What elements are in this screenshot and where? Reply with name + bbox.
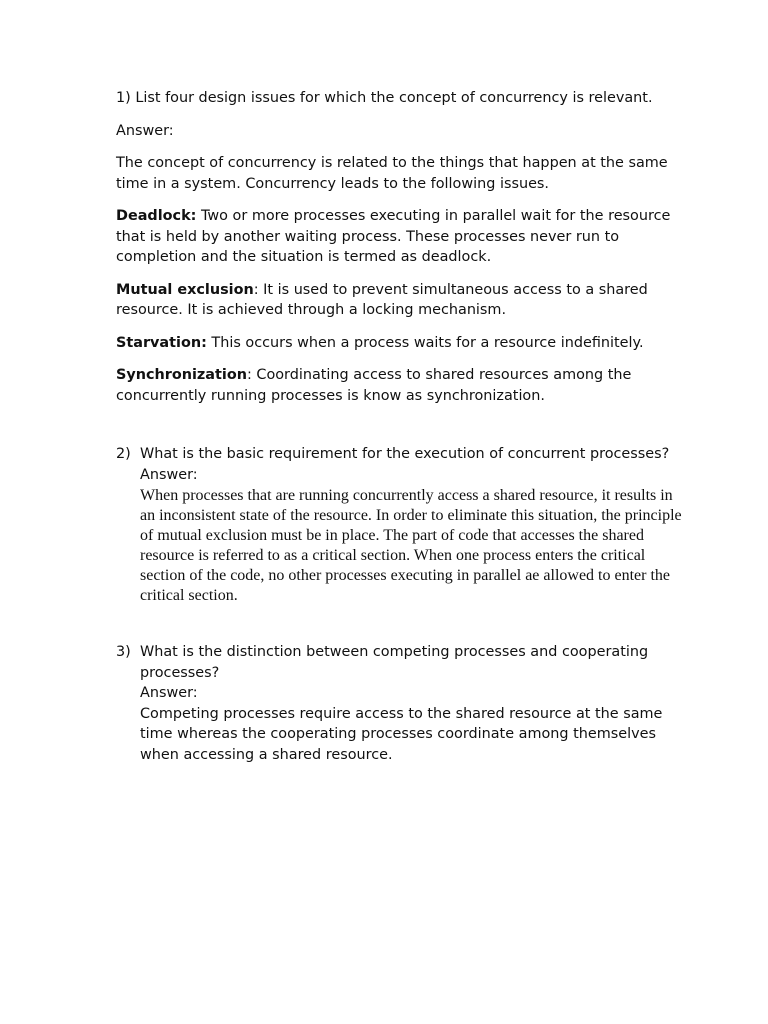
issue-term: Mutual exclusion: [116, 281, 254, 298]
issue-term: Synchronization: [116, 367, 247, 383]
question-1-intro: The concept of concurrency is related to the things that happen at the same time in a system. Concurrency leads to the following issues.: [116, 155, 668, 192]
issue-starvation: [116, 333, 686, 354]
question-3: [116, 642, 686, 765]
question-3-text: What is the distinction between competing processes and cooperating processes?: [140, 644, 649, 681]
issue-description: Two or more processes executing in parallel wait for the resource that is held by another waiting process. These processes never run to completion and the situation is termed as deadlock.: [116, 208, 671, 265]
question-1-title: 1) List four design issues for which the concept of concurrency is relevant.: [116, 90, 653, 106]
question-2-text: What is the basic requirement for the execution of concurrent processes?: [140, 446, 670, 462]
issue-description: This occurs when a process waits for a resource indefinitely.: [206, 334, 644, 351]
issue-synchronization: [116, 365, 686, 406]
issue-term: Starvation:: [116, 334, 207, 351]
issue-term: Deadlock:: [116, 208, 197, 224]
issue-deadlock: [116, 206, 686, 268]
question-3-answer: Competing processes require access to the shared resource at the same time whereas the cooperating processes coordinate among themselves when accessing a shared resource.: [140, 705, 663, 763]
question-2: [116, 444, 686, 606]
question-3-answer-label: Answer:: [140, 685, 198, 701]
issue-mutual-exclusion: [116, 280, 686, 321]
question-2-answer-label: Answer:: [140, 466, 198, 483]
question-1-answer-label: Answer:: [116, 122, 174, 139]
question-2-number: 2): [116, 446, 131, 462]
question-2-answer: When processes that are running concurrently access a shared resource, it results in an inconsistent state of the resource. In order to eliminate this situation, the principle of mutual exclusion must be in place. The part of code that accesses the shared resource is referred to as a critical section. When one process enters the critical section of the code, no other processes executing in parallel ae allowed to enter the critical section.: [140, 487, 682, 604]
issue-description: : Coordinating access to shared resources among the concurrently running processes is know as synchronization.: [116, 367, 632, 404]
question-3-number: 3): [116, 644, 131, 660]
document-page: [116, 88, 686, 765]
issue-description: : It is used to prevent simultaneous access to a shared resource. It is achieved through a locking mechanism.: [116, 281, 648, 318]
